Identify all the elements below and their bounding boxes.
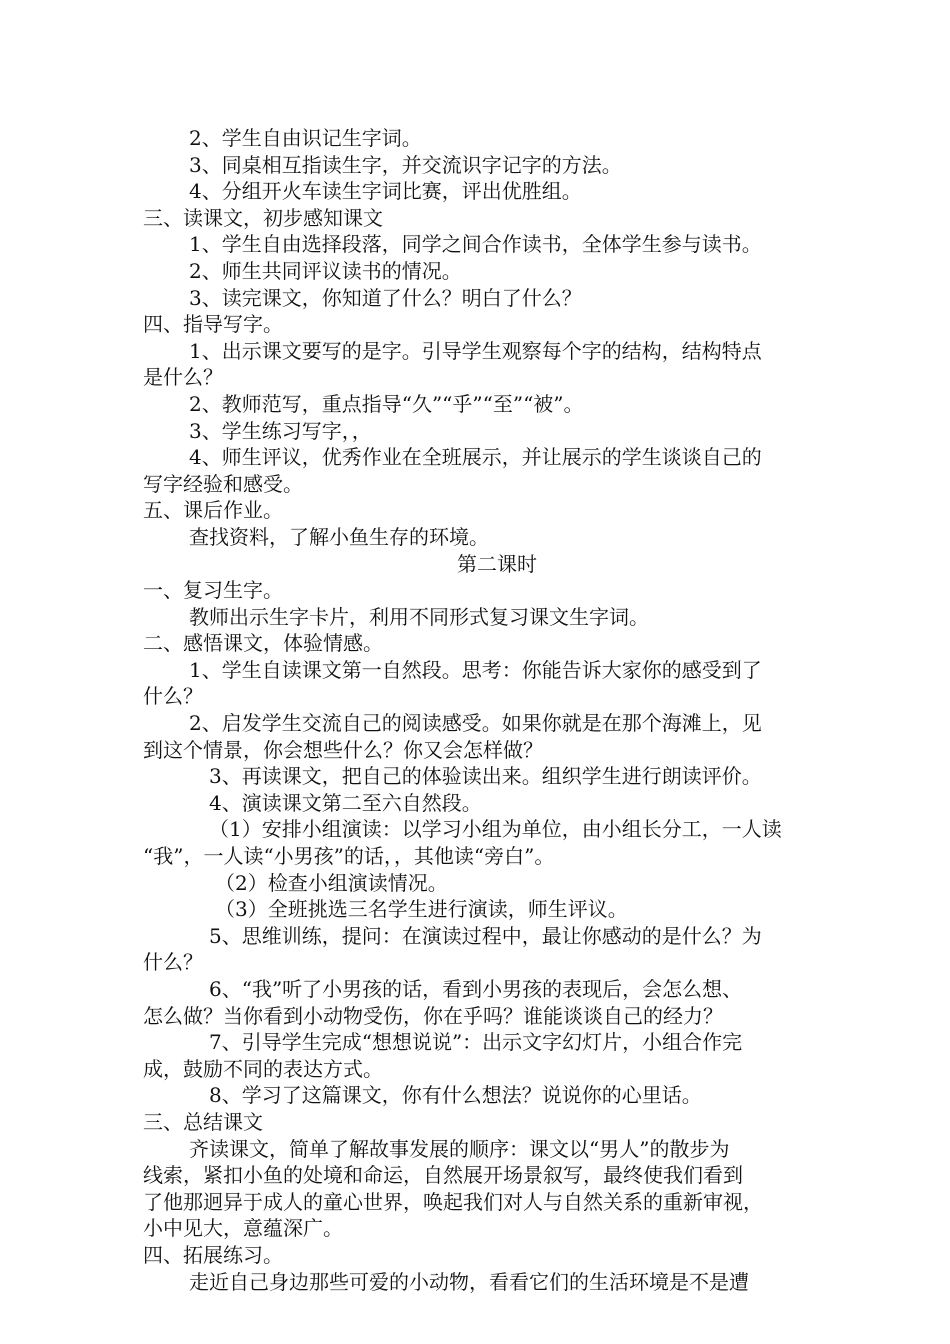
text-line: 写字经验和感受。 [143,471,303,496]
text-line: 3、再读课文，把自己的体验读出来。组织学生进行朗读评价。 [209,764,762,789]
text-line: 二、感悟课文，体验情感。 [143,631,383,656]
text-line: 1、学生自由选择段落，同学之间合作读书，全体学生参与读书。 [189,232,762,257]
text-line: 教师出示生字卡片，利用不同形式复习课文生字词。 [189,604,649,629]
text-line: （2）检查小组演读情况。 [215,870,448,895]
text-line: 2、学生自由识记生字词。 [189,126,422,150]
text-line: 4、演读课文第二至六自然段。 [209,790,482,815]
text-line: 是什么？ [143,365,223,390]
text-line: 齐读课文，简单了解故事发展的顺序：课文以“男人”的散步为 [189,1136,730,1161]
text-line: 5、思维训练，提问：在演读过程中，最让你感动的是什么？为 [209,923,762,948]
text-line: 什么？ [143,950,203,975]
text-line: 三、总结课文 [143,1109,263,1134]
text-line: 2、启发学生交流自己的阅读感受。如果你就是在那个海滩上，见 [189,711,762,736]
text-line: 2、师生共同评议读书的情况。 [189,258,462,283]
text-line: 1、学生自读课文第一自然段。思考：你能告诉大家你的感受到了 [189,657,762,682]
text-line: 2、教师范写，重点指导“久”“乎”“至”“被”。 [189,391,584,416]
text-line: 3、学生练习写字，， [189,418,372,443]
text-line: 4、师生评议，优秀作业在全班展示，并让展示的学生谈谈自己的 [189,445,762,470]
text-line: （1）安排小组演读：以学习小组为单位，由小组长分工，一人读 [209,817,782,842]
text-line: 3、读完课文，你知道了什么？明白了什么？ [189,285,582,310]
text-line: 6、“我”听了小男孩的话，看到小男孩的表现后，会怎么想、 [209,977,743,1001]
document-body [143,125,811,1295]
text-line: 小中见大，意蕴深广。 [143,1216,343,1241]
text-line: 走近自己身边那些可爱的小动物，看看它们的生活环境是不是遭 [189,1269,749,1294]
text-line: 什么？ [143,684,203,709]
text-line: 四、拓展练习。 [143,1242,283,1267]
text-line: 3、同桌相互指读生字，并交流识字记字的方法。 [189,152,622,177]
text-line: 到这个情景，你会想些什么？你又会怎样做？ [143,737,543,762]
text-line: 成，鼓励不同的表达方式。 [143,1056,383,1081]
text-line: 线索，紧扣小鱼的处境和命运，自然展开场景叙写，最终使我们看到 [143,1163,743,1188]
section-heading: 第二课时 [457,551,537,576]
text-line: 了他那迥异于成人的童心世界，唤起我们对人与自然关系的重新审视， [143,1189,763,1214]
text-line: 怎么做？当你看到小动物受伤，你在乎吗？谁能谈谈自己的经力？ [143,1003,723,1028]
text-line: 五、课后作业。 [143,498,283,523]
text-line: 查找资料，了解小鱼生存的环境。 [189,524,489,549]
text-line: 三、读课文，初步感知课文 [143,205,383,230]
text-line: “我”，一人读“小男孩”的话，，其他读“旁白”。 [143,844,555,869]
text-line: 8、学习了这篇课文，你有什么想法？说说你的心里话。 [209,1083,702,1108]
text-line: 1、出示课文要写的是字。引导学生观察每个字的结构，结构特点 [189,338,762,363]
text-line: （3）全班挑选三名学生进行演读，师生评议。 [215,897,628,922]
text-line: 四、指导写字。 [143,312,283,337]
text-line: 一、复习生字。 [143,578,283,603]
text-line: 7、引导学生完成“想想说说”：出示文字幻灯片，小组合作完 [209,1030,743,1055]
text-line: 4、分组开火车读生字词比赛，评出优胜组。 [189,179,582,204]
